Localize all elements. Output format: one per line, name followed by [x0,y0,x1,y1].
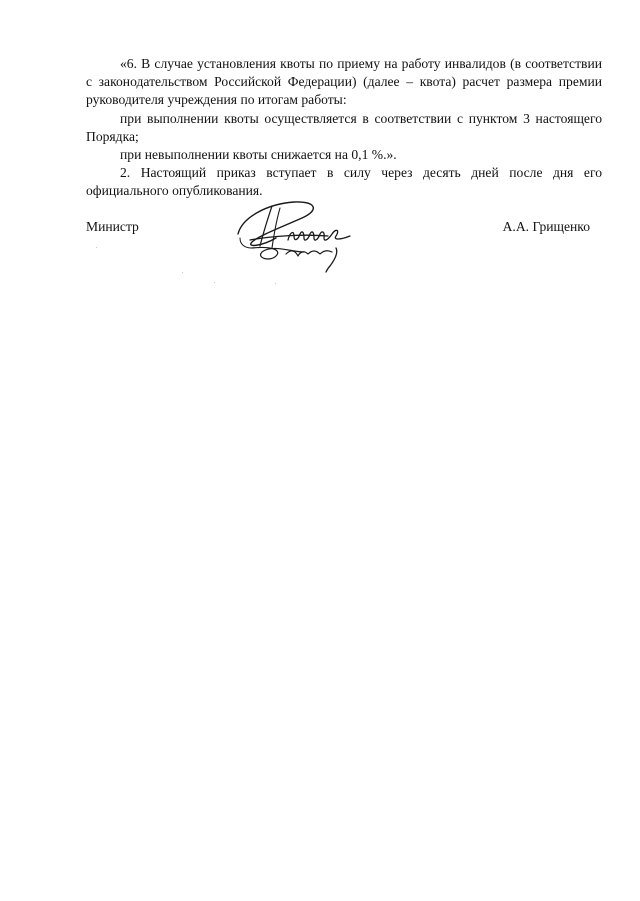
signatory-name: А.А. Грищенко [502,219,590,234]
paragraph-quota: «6. В случае установления квоты по приему на работу инвалидов (в соответствии с законодательством Российской Федерации) (далее – квота) расчет размера премии руководителя учреждения по итогам работы: [86,56,602,108]
document-body [86,55,602,201]
paragraph-quota-not-fulfilled: при невыполнении квоты снижается на 0,1 %.». [120,147,397,163]
paragraph-quota-fulfilled: при выполнении квоты осуществляется в соответствии с пунктом 3 настоящего Порядка; [86,110,602,144]
signatory-title: Министр [86,219,139,234]
paragraph-effective-date: 2. Настоящий приказ вступает в силу через десять дней после дня его официального опубликования. [86,165,602,199]
handwritten-signature [232,196,362,276]
